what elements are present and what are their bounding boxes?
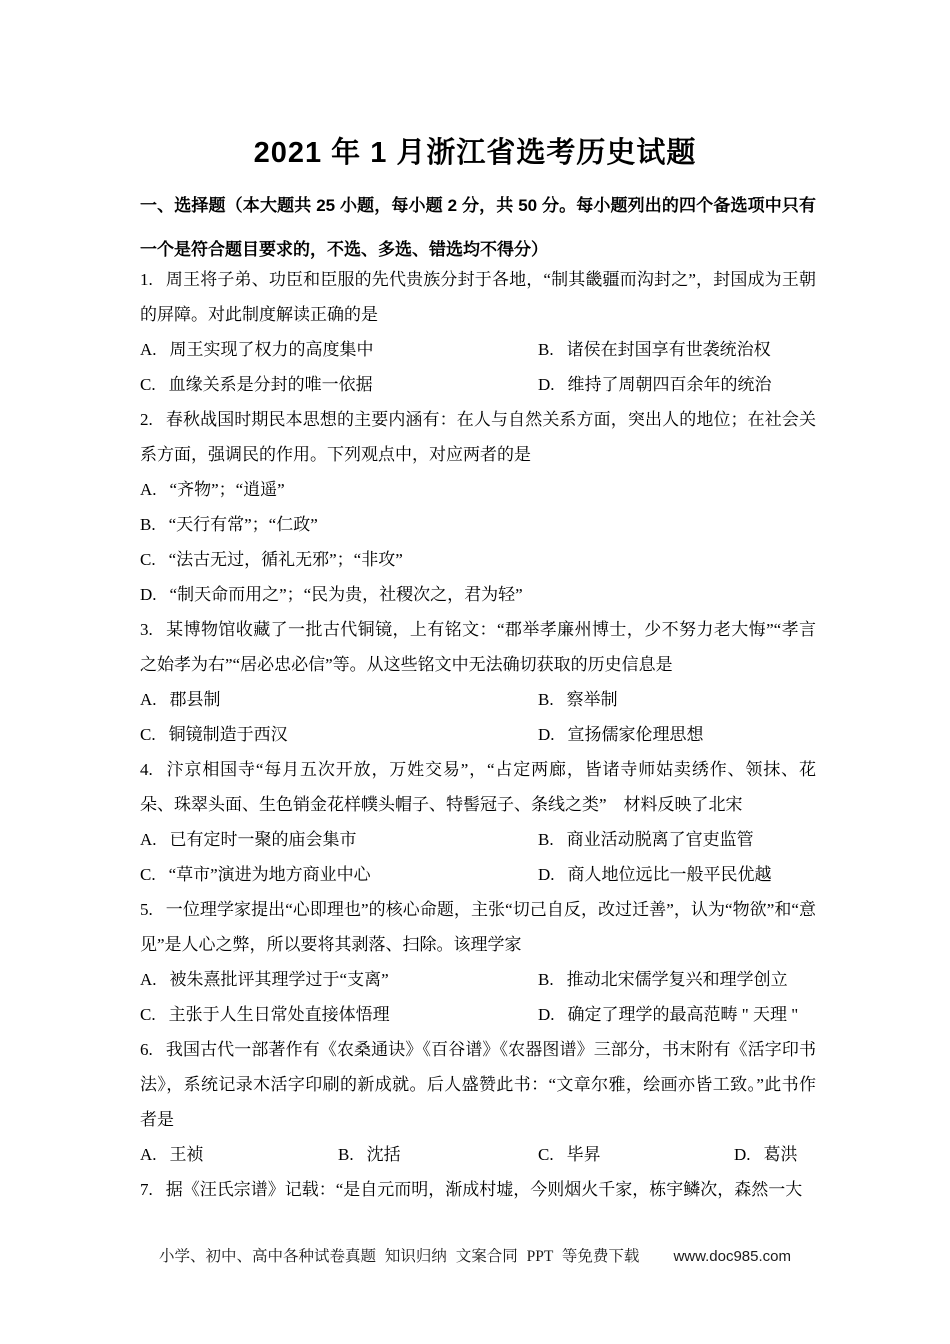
exam-title: 2021 年 1 月浙江省选考历史试题 — [253, 137, 697, 169]
option-label: C. — [140, 865, 156, 884]
question-1-option-a — [140, 332, 538, 367]
question-1-stem-text: 周王将子弟、功臣和臣服的先代贵族分封于各地，“制其畿疆而沟封之”，封国成为王朝的屏障。对此制度解读正确的是 — [140, 270, 816, 324]
question-1 — [140, 262, 816, 402]
question-1-option-c — [140, 367, 538, 402]
question-7-stem-text: 据《汪氏宗谱》记载：“是自元而明，渐成村墟，今则烟火千家，栋宇鳞次，森然一大 — [165, 1180, 803, 1199]
question-5-option-a — [140, 962, 538, 997]
question-5-stem-text: 一位理学家提出“心即理也”的核心命题，主张“切己自反，改过迁善”，认为“物欲”和“意见”是人心之弊，所以要将其剥落、扫除。该理学家 — [140, 900, 816, 954]
question-4-option-d — [538, 857, 816, 892]
option-text: “草市”演进为地方商业中心 — [168, 865, 371, 884]
option-label: C. — [140, 550, 156, 569]
option-text: “制天命而用之”；“民为贵，社稷次之，君为轻” — [169, 585, 523, 604]
option-text: 已有定时一聚的庙会集市 — [169, 830, 357, 849]
option-text: 察举制 — [566, 690, 618, 709]
option-text: 葛洪 — [763, 1145, 798, 1164]
question-5-option-d — [538, 997, 816, 1032]
question-3-number: 3. — [140, 620, 153, 639]
option-label: C. — [538, 1145, 554, 1164]
option-label: D. — [538, 375, 555, 394]
option-text: 宣扬儒家伦理思想 — [567, 725, 704, 744]
option-label: D. — [538, 725, 555, 744]
option-label: B. — [538, 340, 554, 359]
footer-promo-text: 小学、初中、高中各种试卷真题 知识归纳 文案合同 PPT 等免费下载 — [159, 1248, 640, 1265]
question-5-options — [140, 962, 816, 1032]
option-label: A. — [140, 340, 157, 359]
question-7 — [140, 1172, 816, 1207]
option-text: 推动北宋儒学复兴和理学创立 — [566, 970, 788, 989]
option-label: B. — [538, 830, 554, 849]
question-3 — [140, 612, 816, 752]
question-7-number: 7. — [140, 1180, 153, 1199]
question-5-number: 5. — [140, 900, 153, 919]
question-6-number: 6. — [140, 1040, 153, 1059]
question-2-options — [140, 472, 816, 612]
option-label: B. — [338, 1145, 354, 1164]
footer-site-url: www.doc985.com — [673, 1248, 791, 1265]
option-text: “法古无过，循礼无邪”；“非攻” — [168, 550, 403, 569]
option-label: D. — [538, 865, 555, 884]
question-2-stem — [140, 402, 816, 472]
question-1-number: 1. — [140, 270, 153, 289]
question-6-option-b — [338, 1137, 538, 1172]
option-label: D. — [140, 585, 157, 604]
option-text: “天行有常”；“仁政” — [168, 515, 318, 534]
question-3-option-b — [538, 682, 816, 717]
option-text: 维持了周朝四百余年的统治 — [567, 375, 772, 394]
question-2 — [140, 402, 816, 612]
option-label: C. — [140, 375, 156, 394]
question-1-stem — [140, 262, 816, 332]
option-text: 郡县制 — [169, 690, 221, 709]
option-text: 被朱熹批评其理学过于“支离” — [169, 970, 389, 989]
option-label: C. — [140, 1005, 156, 1024]
question-6-stem-text: 我国古代一部著作有《农桑通诀》《百谷谱》《农器图谱》三部分，书末附有《活字印书法》，系统记录木活字印刷的新成就。后人盛赞此书：“文章尔雅，绘画亦皆工致。”此书作者是 — [140, 1040, 816, 1129]
question-3-option-a — [140, 682, 538, 717]
option-text: 沈括 — [366, 1145, 401, 1164]
question-6-option-a — [140, 1137, 338, 1172]
option-text: 商人地位远比一般平民优越 — [567, 865, 772, 884]
question-5-stem — [140, 892, 816, 962]
option-label: B. — [538, 970, 554, 989]
option-text: 诸侯在封国享有世袭统治权 — [566, 340, 771, 359]
option-label: A. — [140, 830, 157, 849]
option-label: A. — [140, 970, 157, 989]
option-text: 王祯 — [169, 1145, 204, 1164]
option-text: 铜镜制造于西汉 — [168, 725, 288, 744]
question-2-option-c — [140, 542, 816, 577]
option-label: D. — [734, 1145, 751, 1164]
option-label: A. — [140, 480, 157, 499]
question-list — [140, 262, 816, 1207]
page-footer — [0, 1244, 950, 1266]
question-4-number: 4. — [140, 760, 153, 779]
question-4-options — [140, 822, 816, 892]
question-5 — [140, 892, 816, 1032]
option-label: A. — [140, 1145, 157, 1164]
question-4-stem — [140, 752, 816, 822]
question-4 — [140, 752, 816, 892]
question-4-option-c — [140, 857, 538, 892]
question-7-stem — [140, 1172, 816, 1207]
question-3-options — [140, 682, 816, 752]
question-6 — [140, 1032, 816, 1172]
question-5-option-b — [538, 962, 816, 997]
option-text: 主张于人生日常处直接体悟理 — [168, 1005, 390, 1024]
question-5-option-c — [140, 997, 538, 1032]
question-4-option-b — [538, 822, 816, 857]
question-2-option-b — [140, 507, 816, 542]
question-4-stem-text: 汴京相国寺“每月五次开放，万姓交易”，“占定两廊，皆诸寺师姑卖绣作、领抹、花朵、珠翠头面、生色销金花样幞头帽子、特髻冠子、条线之类” 材料反映了北宋 — [140, 760, 816, 814]
option-text: 血缘关系是分封的唯一依据 — [168, 375, 373, 394]
option-text: 确定了理学的最高范畴 " 天理 " — [567, 1005, 799, 1024]
option-text: “齐物”；“逍遥” — [169, 480, 285, 499]
option-text: 毕昇 — [566, 1145, 601, 1164]
question-4-option-a — [140, 822, 538, 857]
option-label: B. — [140, 515, 156, 534]
option-label: A. — [140, 690, 157, 709]
section-1-header: 一、选择题（本大题共 25 小题，每小题 2 分，共 50 分。每小题列出的四个备选项中只有一个是符合题目要求的，不选、多选、错选均不得分） — [140, 196, 816, 259]
question-6-stem — [140, 1032, 816, 1137]
question-3-stem-text: 某博物馆收藏了一批古代铜镜，上有铭文：“郡举孝廉州博士，少不努力老大悔”“孝言之始孝为右”“居必忠必信”等。从这些铭文中无法确切获取的历史信息是 — [140, 620, 816, 674]
option-text: 商业活动脱离了官吏监管 — [566, 830, 754, 849]
question-6-option-c — [538, 1137, 734, 1172]
question-6-options — [140, 1137, 816, 1172]
option-label: B. — [538, 690, 554, 709]
option-label: D. — [538, 1005, 555, 1024]
question-2-option-d — [140, 577, 816, 612]
option-text: 周王实现了权力的高度集中 — [169, 340, 374, 359]
question-3-option-c — [140, 717, 538, 752]
question-1-option-b — [538, 332, 816, 367]
question-2-stem-text: 春秋战国时期民本思想的主要内涵有：在人与自然关系方面，突出人的地位；在社会关系方面，强调民的作用。下列观点中，对应两者的是 — [140, 410, 816, 464]
question-3-stem — [140, 612, 816, 682]
question-1-option-d — [538, 367, 816, 402]
option-label: C. — [140, 725, 156, 744]
question-2-number: 2. — [140, 410, 153, 429]
question-1-options — [140, 332, 816, 402]
question-3-option-d — [538, 717, 816, 752]
question-2-option-a — [140, 472, 816, 507]
question-6-option-d — [734, 1137, 816, 1172]
